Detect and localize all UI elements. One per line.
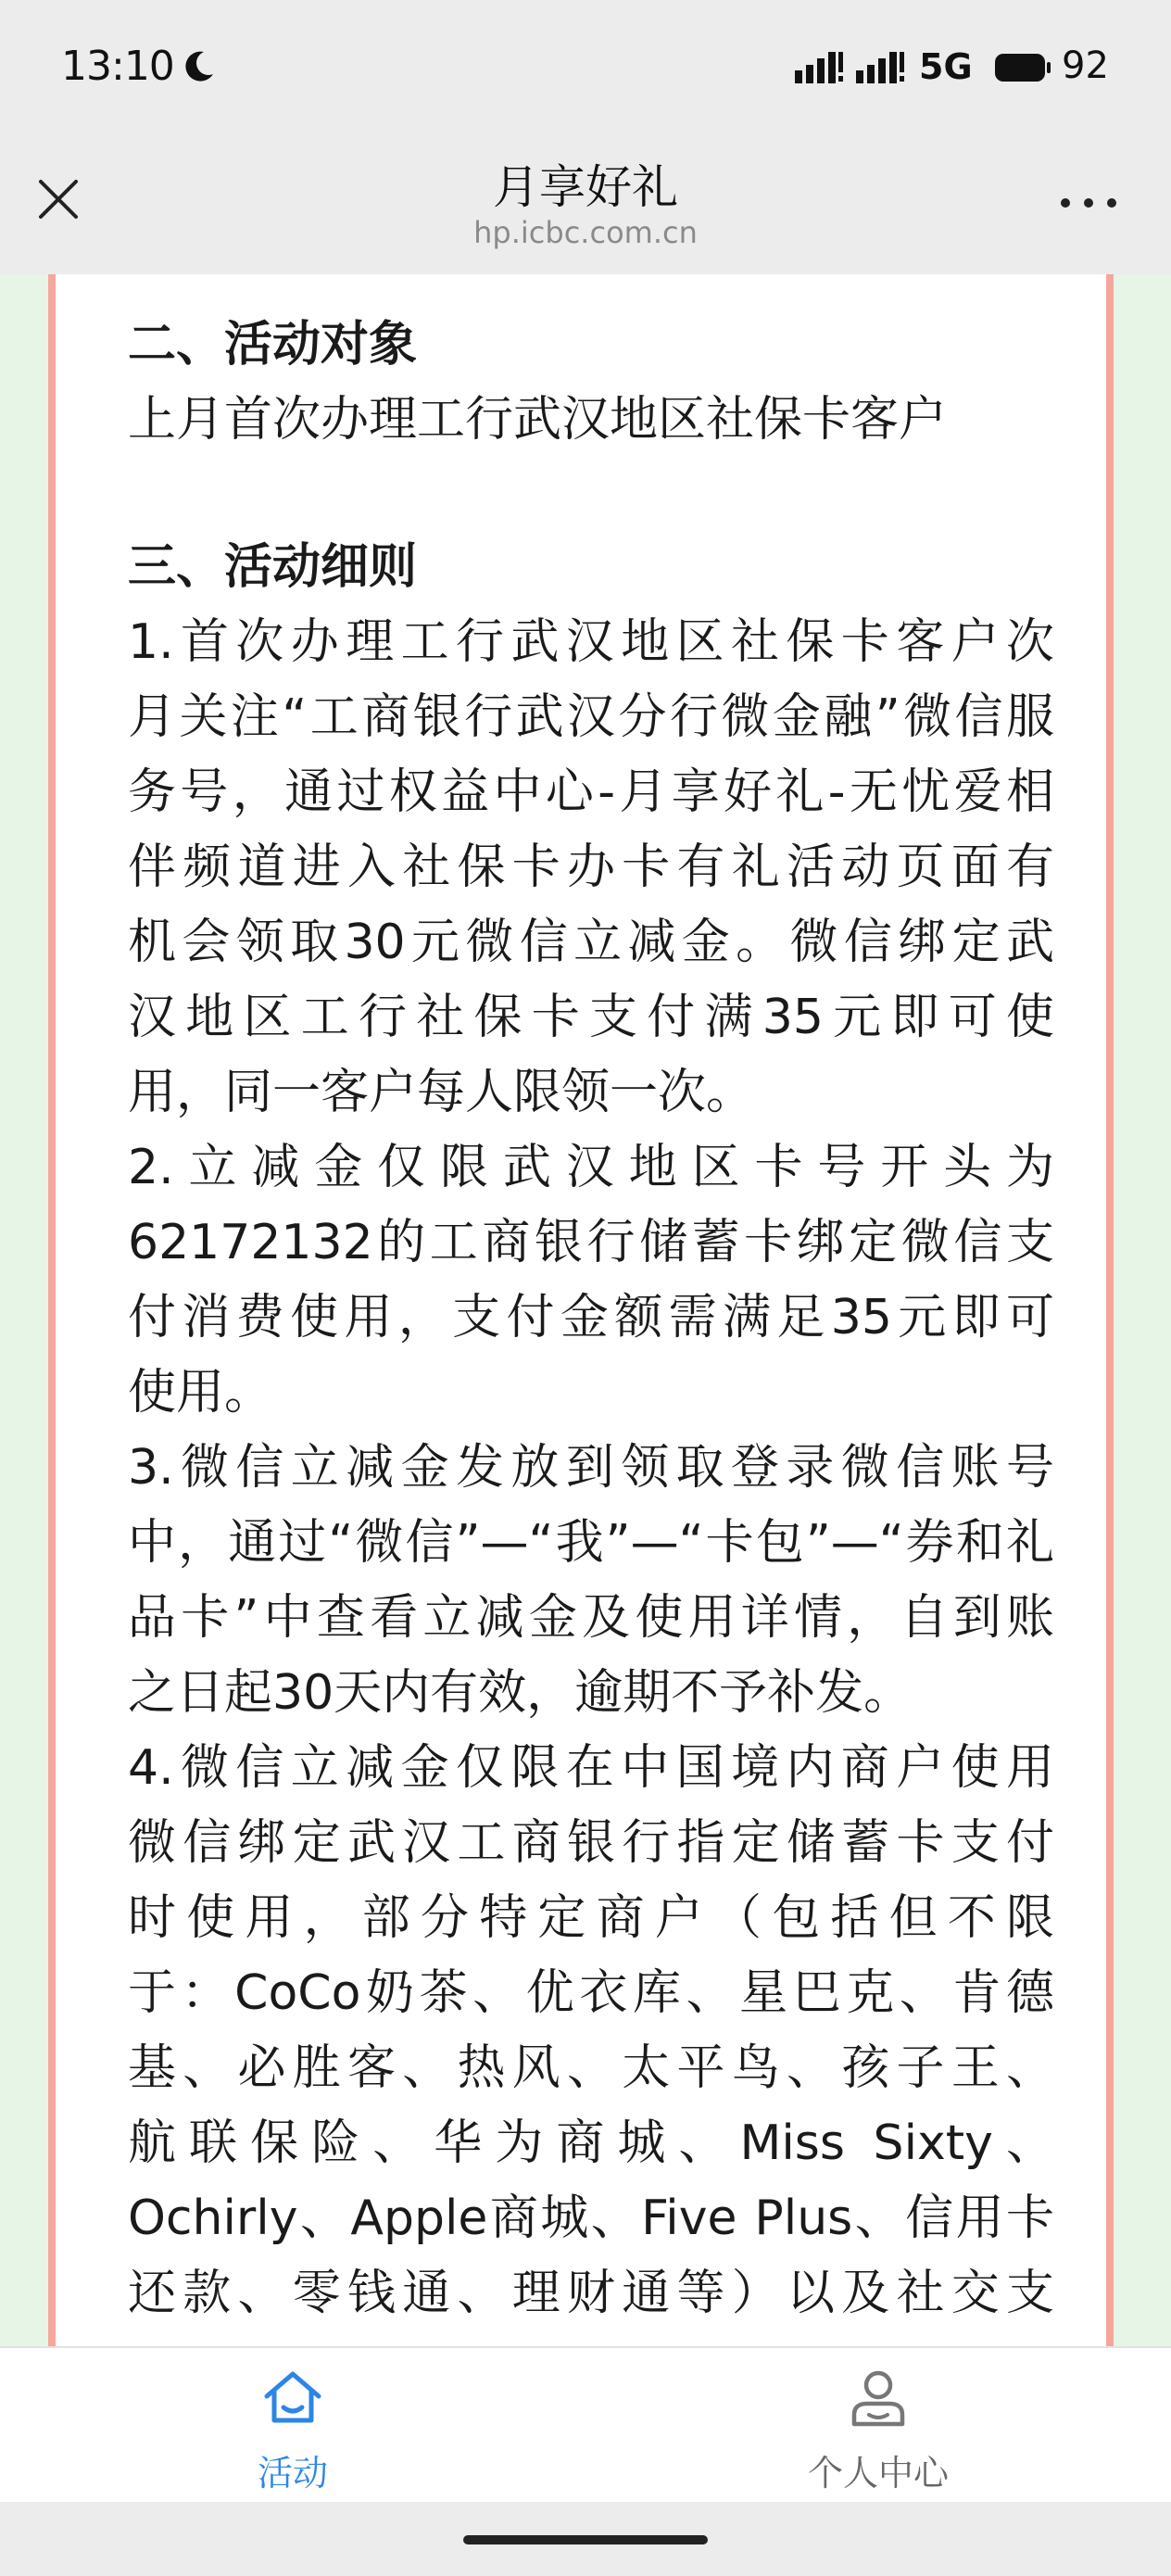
moon-icon bbox=[180, 48, 217, 85]
tab-personal-center[interactable] bbox=[586, 2348, 1171, 2504]
text-line: 月关注“工商银行武汉分行微金融”微信服 bbox=[128, 689, 1054, 745]
tab-personal-center-label: 个人中心 bbox=[807, 2453, 949, 2494]
text-line: 4.微信立减金仅限在中国境内商户使用 bbox=[128, 1740, 1054, 1796]
blank-line bbox=[128, 458, 1054, 530]
text-line: 2.立减金仅限武汉地区卡号开头为 bbox=[128, 1140, 1054, 1195]
page-title: 月享好礼 bbox=[493, 160, 678, 214]
text-line: 时使用，部分特定商户（包括但不限 bbox=[128, 1890, 1054, 1946]
status-bar bbox=[0, 0, 1171, 139]
text-line: 使用。 bbox=[128, 1365, 273, 1421]
text-line: 之日起30天内有效，逾期不予补发。 bbox=[128, 1665, 913, 1721]
signal-icon bbox=[795, 50, 845, 83]
user-icon bbox=[847, 2367, 910, 2430]
text-line: 于：CoCo奶茶、优衣库、星巴克、肯德 bbox=[128, 1965, 1054, 2021]
text-line: 品卡”中查看立减金及使用详情，自到账 bbox=[128, 1590, 1054, 1646]
network-type: 5G bbox=[919, 46, 973, 87]
home-indicator[interactable] bbox=[463, 2535, 708, 2544]
text-line: 用，同一客户每人限领一次。 bbox=[128, 1065, 755, 1120]
text-line: 微信绑定武汉工商银行指定储蓄卡支付 bbox=[128, 1815, 1054, 1871]
tab-activity-label: 活动 bbox=[257, 2453, 328, 2494]
text-line: Ochirly、Apple商城、Five Plus、信用卡 bbox=[128, 2191, 1054, 2246]
text-line: 务号，通过权益中心-月享好礼-无忧爱相 bbox=[128, 764, 1054, 820]
battery-icon bbox=[993, 52, 1052, 83]
status-time: 13:10 bbox=[61, 43, 174, 90]
text-line: 航联保险、华为商城、Miss Sixty、 bbox=[128, 2115, 1054, 2171]
home-area bbox=[0, 2502, 1171, 2576]
text-line: 1.首次办理工行武汉地区社保卡客户次 bbox=[128, 614, 1054, 670]
page-url: hp.icbc.com.cn bbox=[473, 215, 698, 250]
nav-bar bbox=[0, 139, 1171, 274]
text-line: 上月首次办理工行武汉地区社保卡客户 bbox=[128, 392, 948, 448]
text-line: 付消费使用，支付金额需满足35元即可 bbox=[128, 1290, 1054, 1345]
text-line: 中，通过“微信”—“我”—“卡包”—“券和礼 bbox=[128, 1515, 1054, 1571]
home-icon bbox=[261, 2367, 324, 2430]
section-heading: 三、活动细则 bbox=[128, 539, 418, 595]
signal-icon-2 bbox=[856, 50, 906, 83]
tab-activity[interactable] bbox=[0, 2348, 586, 2504]
text-line: 机会领取30元微信立减金。微信绑定武 bbox=[128, 915, 1054, 970]
rules-card bbox=[48, 274, 1114, 2346]
text-line: 还款、零钱通、理财通等）以及社交支 bbox=[128, 2266, 1054, 2321]
text-line: 基、必胜客、热风、太平鸟、孩子王、 bbox=[128, 2040, 1054, 2096]
content-area[interactable] bbox=[0, 274, 1171, 2346]
text-line: 3.微信立减金发放到领取登录微信账号 bbox=[128, 1440, 1054, 1496]
section-heading: 二、活动对象 bbox=[128, 317, 418, 373]
tab-bar bbox=[0, 2346, 1171, 2504]
text-line: 伴频道进入社保卡办卡有礼活动页面有 bbox=[128, 840, 1054, 895]
text-line: 62172132的工商银行储蓄卡绑定微信支 bbox=[128, 1215, 1054, 1270]
more-icon[interactable] bbox=[1056, 189, 1121, 217]
battery-level: 92 bbox=[1062, 44, 1109, 87]
rules-text bbox=[128, 308, 1054, 2331]
text-line: 汉地区工行社保卡支付满35元即可使 bbox=[128, 990, 1054, 1045]
